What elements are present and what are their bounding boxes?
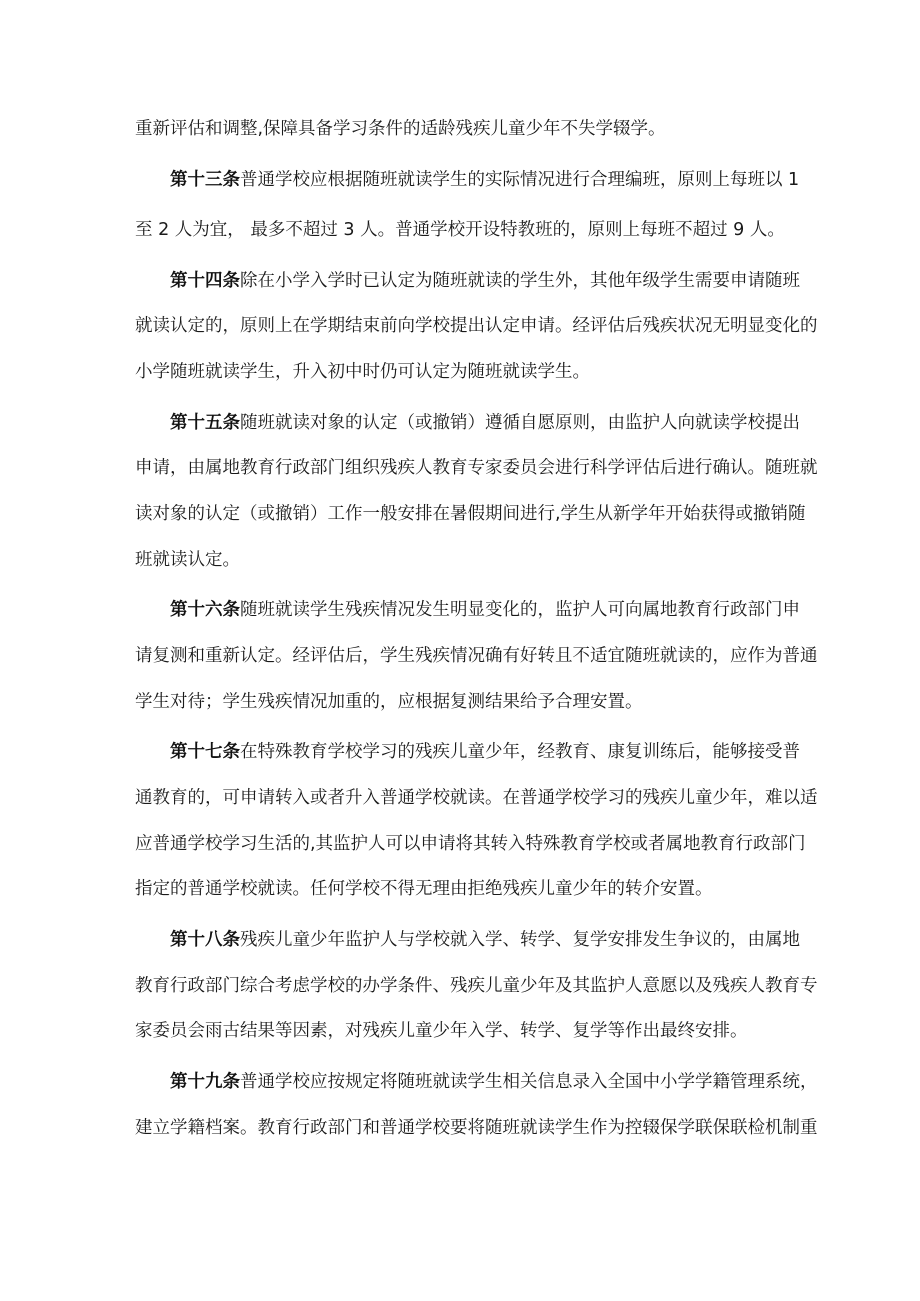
article-17-text-1: 在特殊教育学校学习的残疾儿童少年，经教育、康复训练后，能够接受普 <box>240 742 800 762</box>
article-13-line-2 <box>0 210 920 250</box>
article-14-line-3 <box>0 352 920 392</box>
article-17-title: 第十七条 <box>170 742 240 762</box>
article-16-title: 第十六条 <box>170 600 240 620</box>
article-16-text-3: 学生对待；学生残疾情况加重的，应根据复测结果给予合理安置。 <box>135 692 643 712</box>
article-15-line-3 <box>0 494 920 534</box>
article-18-title: 第十八条 <box>170 930 240 950</box>
article-14-text-3: 小学随班就读学生，升入初中时仍可认定为随班就读学生。 <box>135 362 590 382</box>
article-15-text-1: 随班就读对象的认定（或撤销）遵循自愿原则，由监护人向就读学校提出 <box>240 413 800 433</box>
article-14-title: 第十四条 <box>170 271 240 291</box>
article-14-line-1 <box>0 261 920 301</box>
article-15-title: 第十五条 <box>170 413 240 433</box>
article-19-text-2: 建立学籍档案。教育行政部门和普通学校要将随班就读学生作为控辍保学联保联检机制重 <box>135 1118 818 1138</box>
article-18-text-3: 家委员会雨古结果等因素，对残疾儿童少年入学、转学、复学等作出最终安排。 <box>135 1021 748 1041</box>
article-14-text-2: 就读认定的，原则上在学期结束前向学校提出认定申请。经评估后残疾状况无明显变化的 <box>135 316 818 336</box>
article-16-text-2: 请复测和重新认定。经评估后，学生残疾情况确有好转且不适宜随班就读的，应作为普通 <box>135 646 818 666</box>
article-18-text-1: 残疾儿童少年监护人与学校就入学、转学、复学安排发生争议的，由属地 <box>240 930 800 950</box>
article-15-text-2: 申请，由属地教育行政部门组织残疾人教育专家委员会进行科学评估后进行确认。随班就 <box>135 458 818 478</box>
article-19-line-1 <box>0 1062 920 1102</box>
article-15-text-4: 班就读认定。 <box>135 550 240 570</box>
article-12-line-1 <box>0 109 920 149</box>
article-16-text-1: 随班就读学生残疾情况发生明显变化的，监护人可向属地教育行政部门申 <box>240 600 800 620</box>
article-17-line-4 <box>0 869 920 909</box>
article-16-line-3 <box>0 682 920 722</box>
article-15-line-4 <box>0 540 920 580</box>
article-13-title: 第十三条 <box>170 170 240 190</box>
article-13-text-2: 至 2 人为宜， 最多不超过 3 人。普通学校开设特教班的，原则上每班不超过 9 人。 <box>135 220 785 240</box>
article-18-text-2: 教育行政部门综合考虑学校的办学条件、残疾儿童少年及其监护人意愿以及残疾人教育专 <box>135 976 818 996</box>
article-14-line-2 <box>0 306 920 346</box>
article-16-line-1 <box>0 590 920 630</box>
article-18-line-3 <box>0 1011 920 1051</box>
article-19-line-2 <box>0 1108 920 1148</box>
article-17-text-3: 应普通学校学习生活的,其监护人可以申请将其转入特殊教育学校或者属地教育行政部门 <box>135 834 806 854</box>
article-19-text-1: 普通学校应按规定将随班就读学生相关信息录入全国中小学学籍管理系统， <box>240 1072 818 1092</box>
article-15-line-1 <box>0 403 920 443</box>
article-17-line-2 <box>0 778 920 818</box>
article-18-line-1 <box>0 920 920 960</box>
article-17-text-4: 指定的普通学校就读。任何学校不得无理由拒绝残疾儿童少年的转介安置。 <box>135 879 713 899</box>
article-17-line-3 <box>0 824 920 864</box>
article-14-text-1: 除在小学入学时已认定为随班就读的学生外，其他年级学生需要申请随班 <box>240 271 800 291</box>
article-17-line-1 <box>0 732 920 772</box>
article-13-line-1 <box>0 160 920 200</box>
article-19-title: 第十九条 <box>170 1072 240 1092</box>
article-12-text-1: 重新评估和调整,保障具备学习条件的适龄残疾儿童少年不失学辍学。 <box>135 119 666 139</box>
article-17-text-2: 通教育的，可申请转入或者升入普通学校就读。在普通学校学习的残疾儿童少年，难以适 <box>135 788 818 808</box>
article-16-line-2 <box>0 636 920 676</box>
article-18-line-2 <box>0 966 920 1006</box>
article-13-text-1: 普通学校应根据随班就读学生的实际情况进行合理编班，原则上每班以 1 <box>240 170 800 190</box>
article-15-text-3: 读对象的认定（或撤销）工作一般安排在暑假期间进行,学生从新学年开始获得或撤销随 <box>135 504 806 524</box>
article-15-line-2 <box>0 448 920 488</box>
